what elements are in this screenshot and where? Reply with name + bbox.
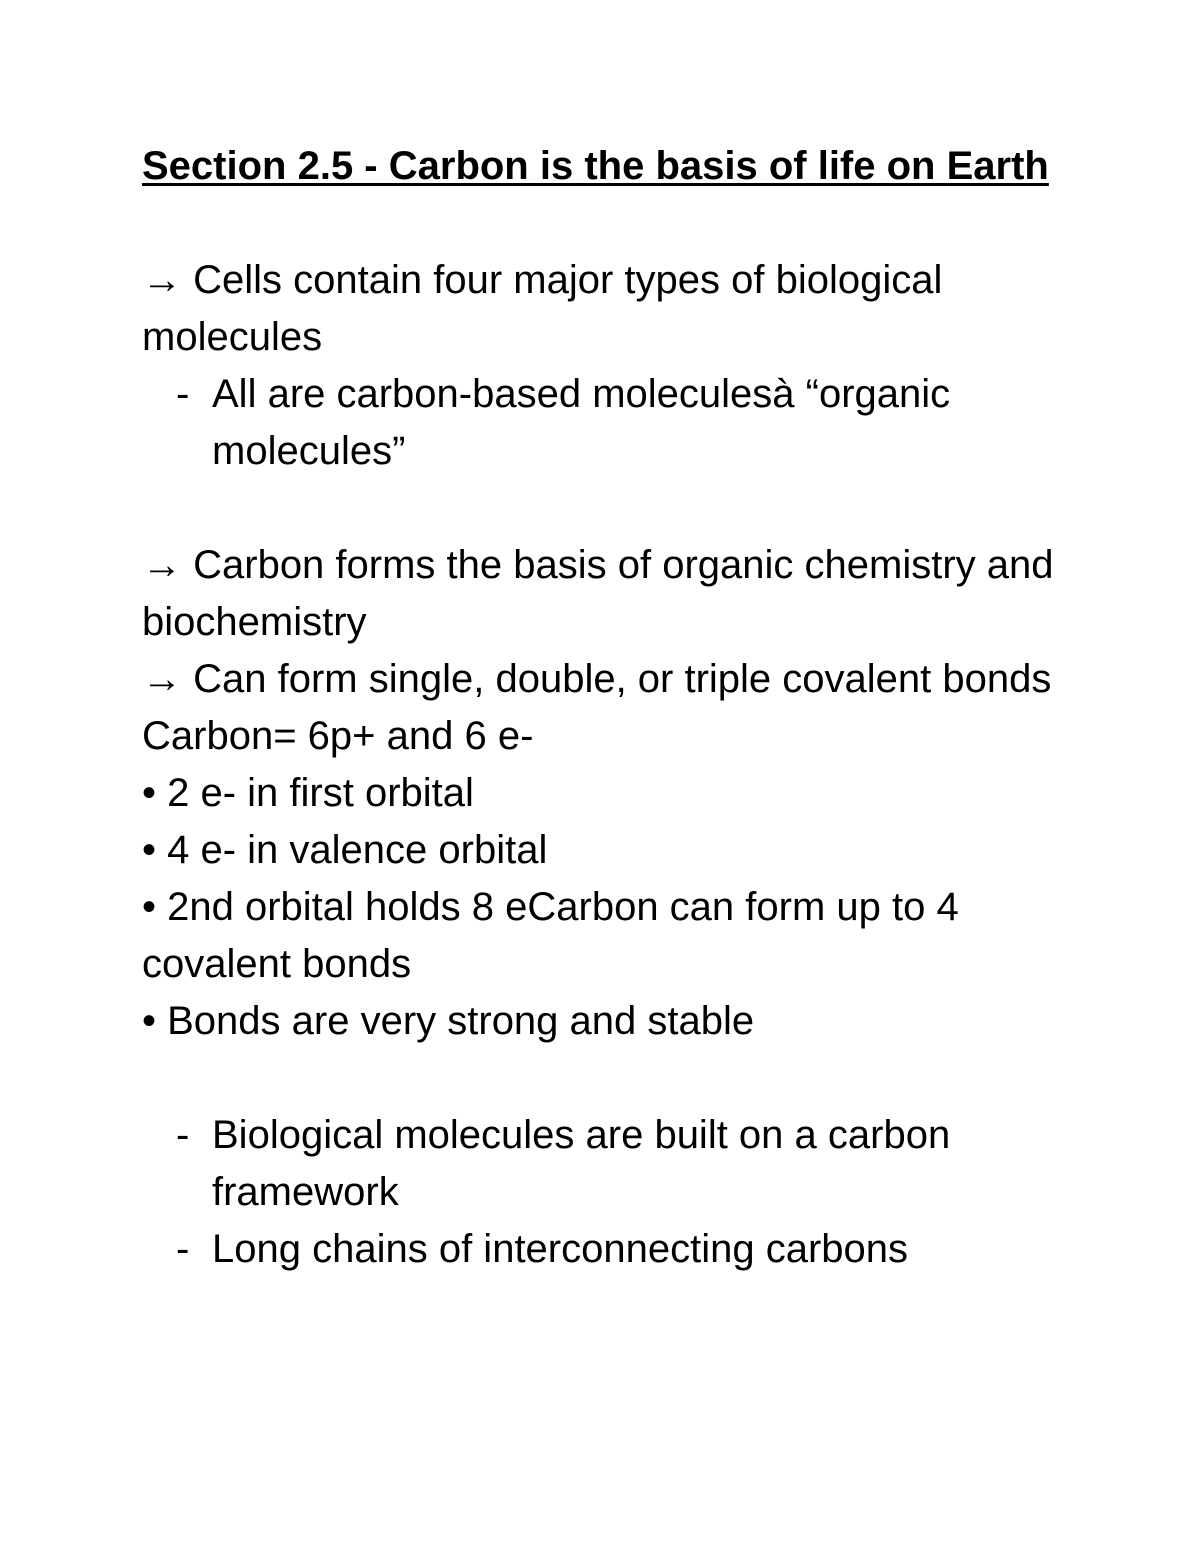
dash-item-text: Biological molecules are built on a carbon framework (212, 1113, 951, 1214)
paragraph-covalent-bonds: → Can form single, double, or triple covalent bonds (142, 657, 1052, 701)
paragraph-cells-molecules: → Cells contain four major types of biological molecules (142, 258, 943, 359)
paragraph-organic-chemistry: → Carbon forms the basis of organic chemistry and biochemistry (142, 543, 1054, 644)
section-title: Section 2.5 - Carbon is the basis of life on Earth (142, 144, 1049, 188)
bullet-second-orbital: • 2nd orbital holds 8 eCarbon can form up to 4 covalent bonds (142, 885, 959, 986)
dash-item-carbon-framework (142, 1107, 1072, 1221)
dash-item-text: All are carbon-based moleculesà “organic molecules” (212, 372, 951, 473)
spacer (142, 480, 1072, 537)
dash-mark: - (176, 372, 190, 416)
dash-mark: - (176, 1227, 190, 1271)
dash-item-long-chains (142, 1221, 1072, 1278)
paragraph-carbon-composition: Carbon= 6p+ and 6 e- (142, 714, 534, 758)
spacer (142, 1050, 1072, 1107)
spacer (142, 195, 1072, 252)
bullet-first-orbital: • 2 e- in first orbital (142, 771, 474, 815)
document-page (142, 138, 1072, 1278)
dash-item-carbon-based (142, 366, 1072, 480)
bullet-valence-orbital: • 4 e- in valence orbital (142, 828, 548, 872)
dash-mark: - (176, 1113, 190, 1157)
bullet-bonds-stable: • Bonds are very strong and stable (142, 999, 755, 1043)
dash-item-text: Long chains of interconnecting carbons (212, 1227, 909, 1271)
